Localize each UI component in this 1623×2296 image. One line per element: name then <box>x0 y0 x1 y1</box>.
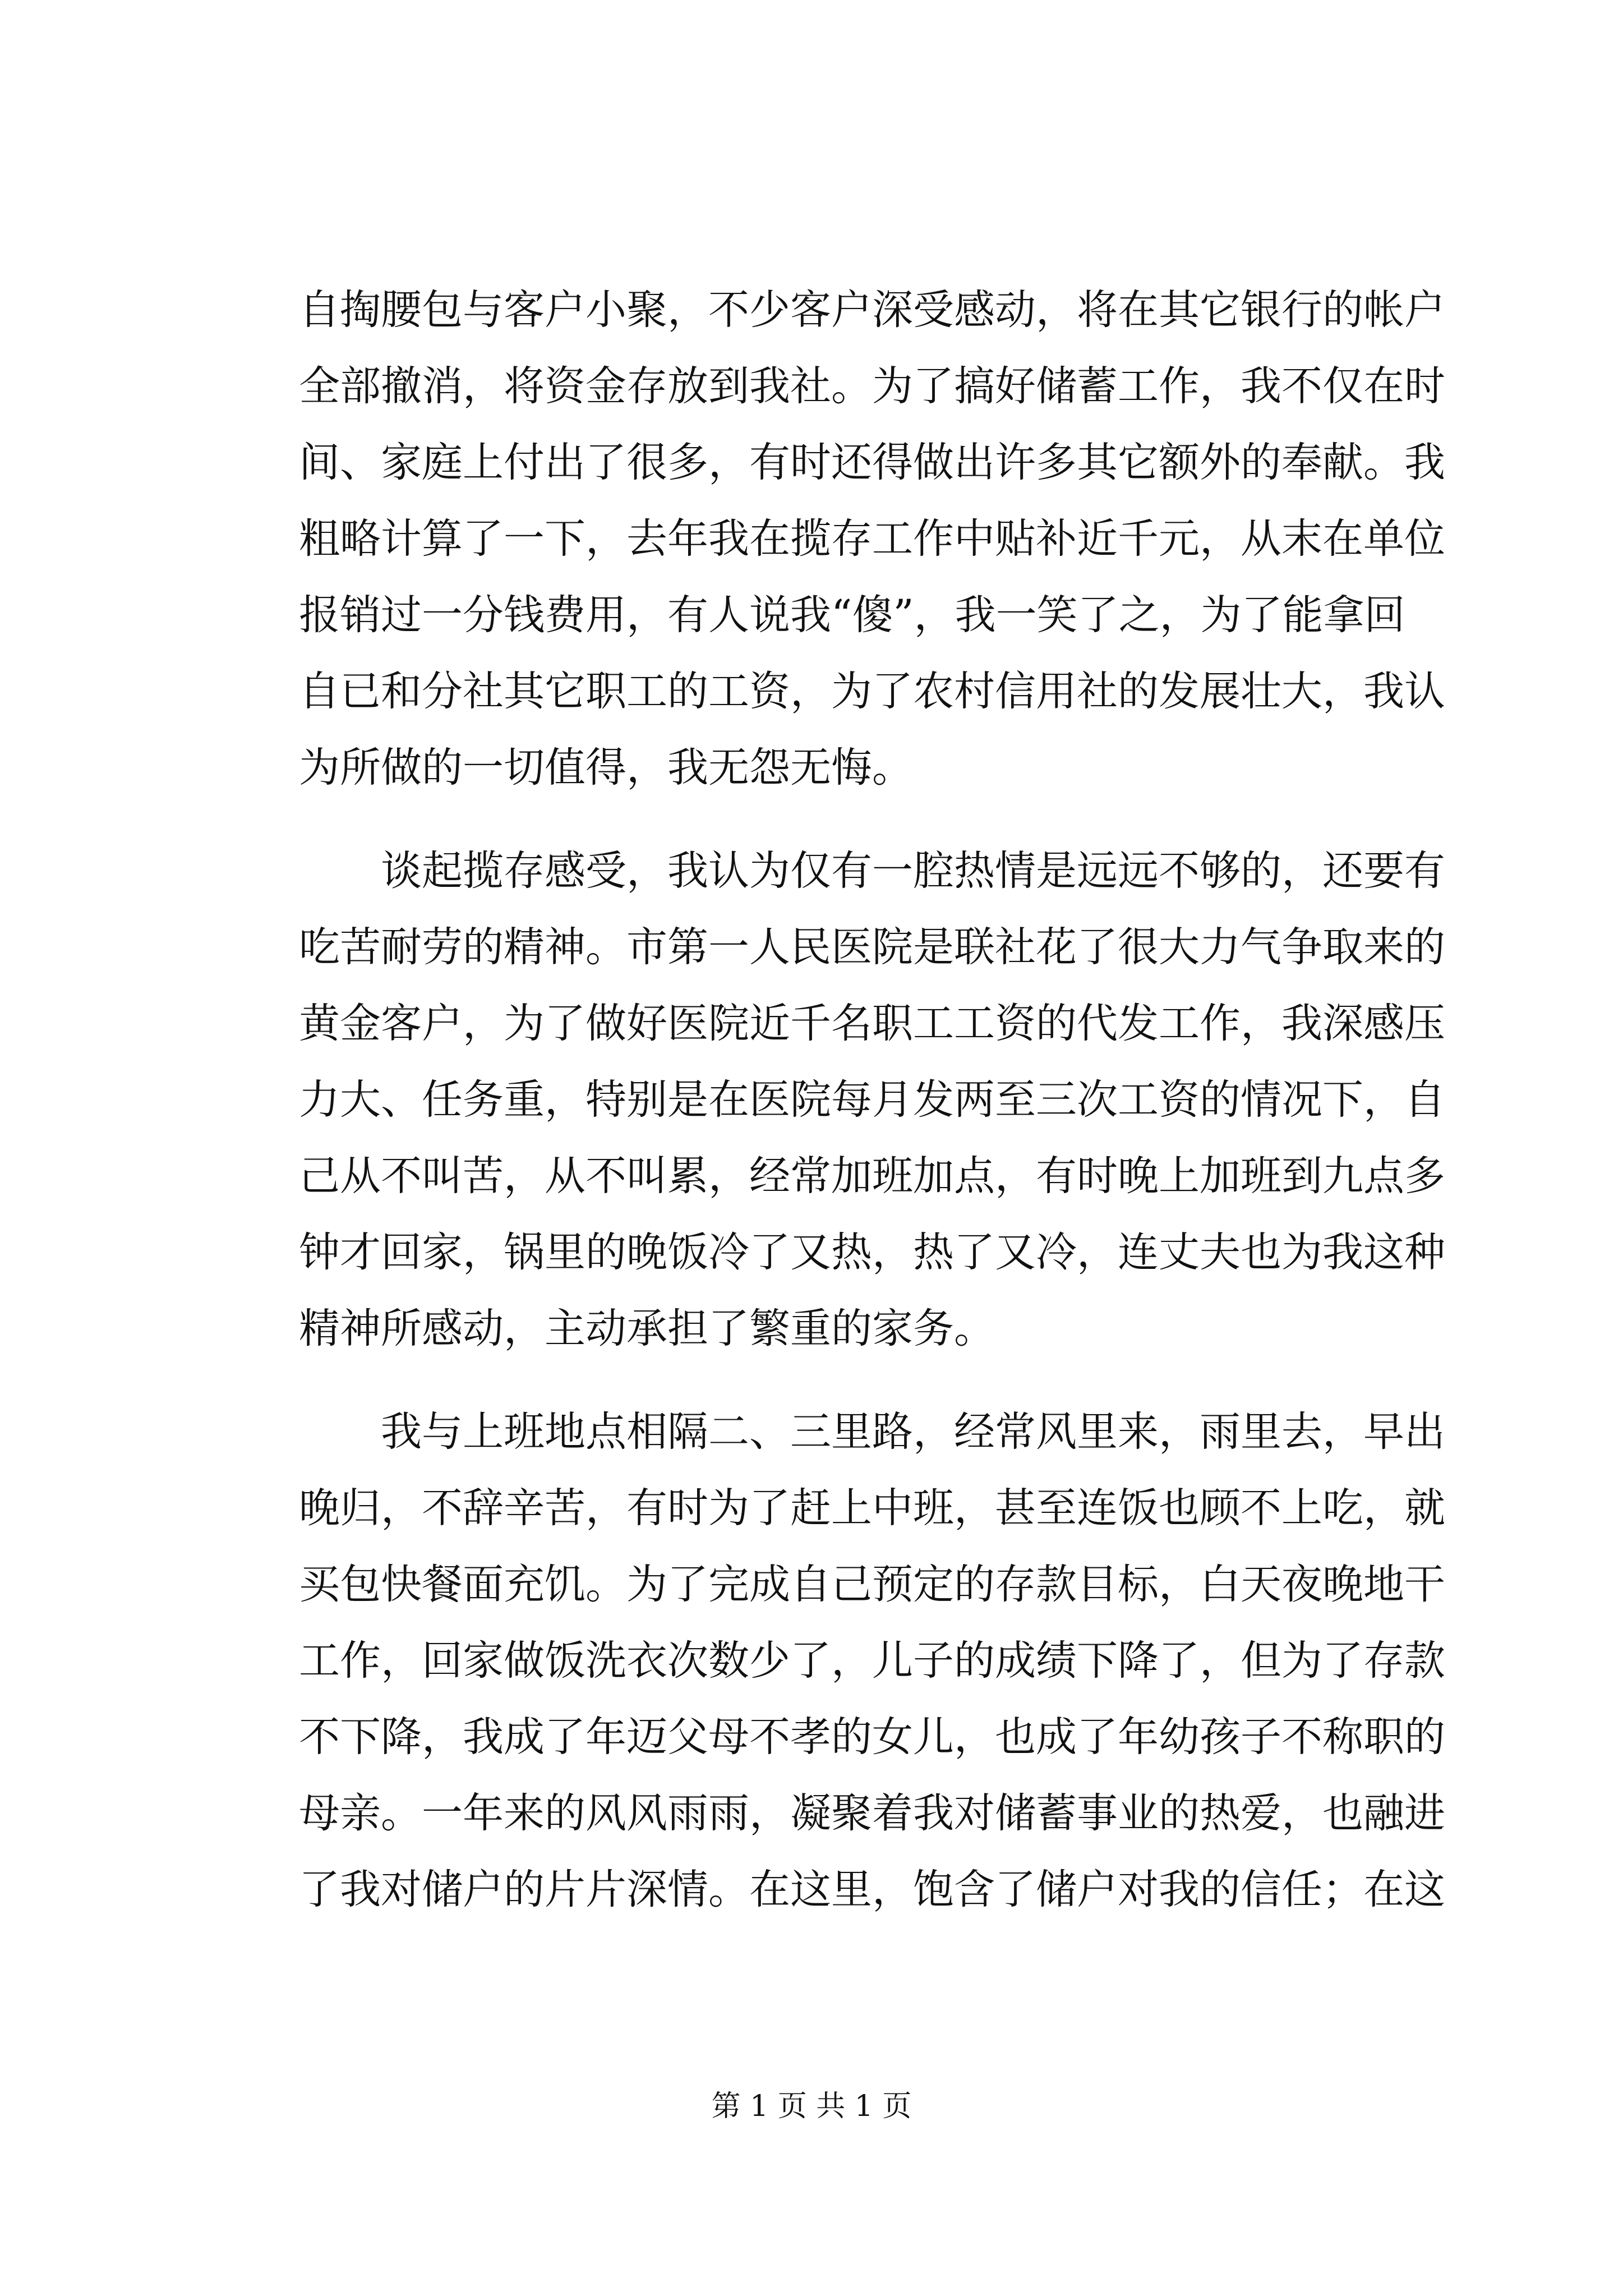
paragraph <box>299 1394 1445 1928</box>
paragraph-gap <box>299 806 1326 833</box>
text-line: 力大、任务重，特别是在医院每月发两至三次工资的情况下，自 <box>299 1076 1445 1124</box>
paragraph <box>299 833 1445 1367</box>
text-line: 了我对储户的片片深情。在这里，饱含了储户对我的信任；在这 <box>299 1866 1445 1913</box>
text-line: 全部撤消，将资金存放到我社。为了搞好储蓄工作，我不仅在时 <box>299 362 1445 410</box>
text-line: 己从不叫苦，从不叫累，经常加班加点，有时晚上加班到九点多 <box>299 1152 1445 1200</box>
text-line: 为所做的一切值得，我无怨无悔。 <box>299 744 913 792</box>
text-line: 精神所感动，主动承担了繁重的家务。 <box>299 1305 995 1352</box>
paragraph <box>299 272 1445 806</box>
text-line: 不下降，我成了年迈父母不孝的女儿，也成了年幼孩子不称职的 <box>299 1713 1445 1761</box>
text-line: 报销过一分钱费用，有人说我“傻”，我一笑了之，为了能拿回 <box>299 591 1405 639</box>
text-line: 间、家庭上付出了很多，有时还得做出许多其它额外的奉献。我 <box>299 439 1445 486</box>
text-line: 黄金客户，为了做好医院近千名职工工资的代发工作，我深感压 <box>299 1000 1445 1047</box>
text-line: 买包快餐面充饥。为了完成自己预定的存款目标，白天夜晚地干 <box>299 1561 1445 1608</box>
document-body <box>299 272 1445 1928</box>
text-line: 自掏腰包与客户小聚，不少客户深受感动，将在其它银行的帐户 <box>299 286 1445 334</box>
text-line: 母亲。一年来的风风雨雨，凝聚着我对储蓄事业的热爱，也融进 <box>299 1789 1445 1837</box>
text-line: 谈起揽存感受，我认为仅有一腔热情是远远不够的，还要有 <box>381 847 1445 895</box>
page-footer <box>0 2084 1623 2129</box>
text-line: 吃苦耐劳的精神。市第一人民医院是联社花了很大力气争取来的 <box>299 923 1445 971</box>
paragraph-gap <box>299 1367 1326 1394</box>
page-number-label: 第 1 页 共 1 页 <box>711 2090 912 2123</box>
text-line: 工作，回家做饭洗衣次数少了，儿子的成绩下降了，但为了存款 <box>299 1637 1445 1685</box>
text-line: 粗略计算了一下，去年我在揽存工作中贴补近千元，从末在单位 <box>299 515 1445 563</box>
text-line: 我与上班地点相隔二、三里路，经常风里来，雨里去，早出 <box>381 1408 1445 1456</box>
text-line: 晚归，不辞辛苦，有时为了赶上中班，甚至连饭也顾不上吃，就 <box>299 1484 1445 1532</box>
text-line: 钟才回家，锅里的晚饭冷了又热，热了又冷，连丈夫也为我这种 <box>299 1228 1445 1276</box>
text-line: 自已和分社其它职工的工资，为了农村信用社的发展壮大，我认 <box>299 668 1445 715</box>
